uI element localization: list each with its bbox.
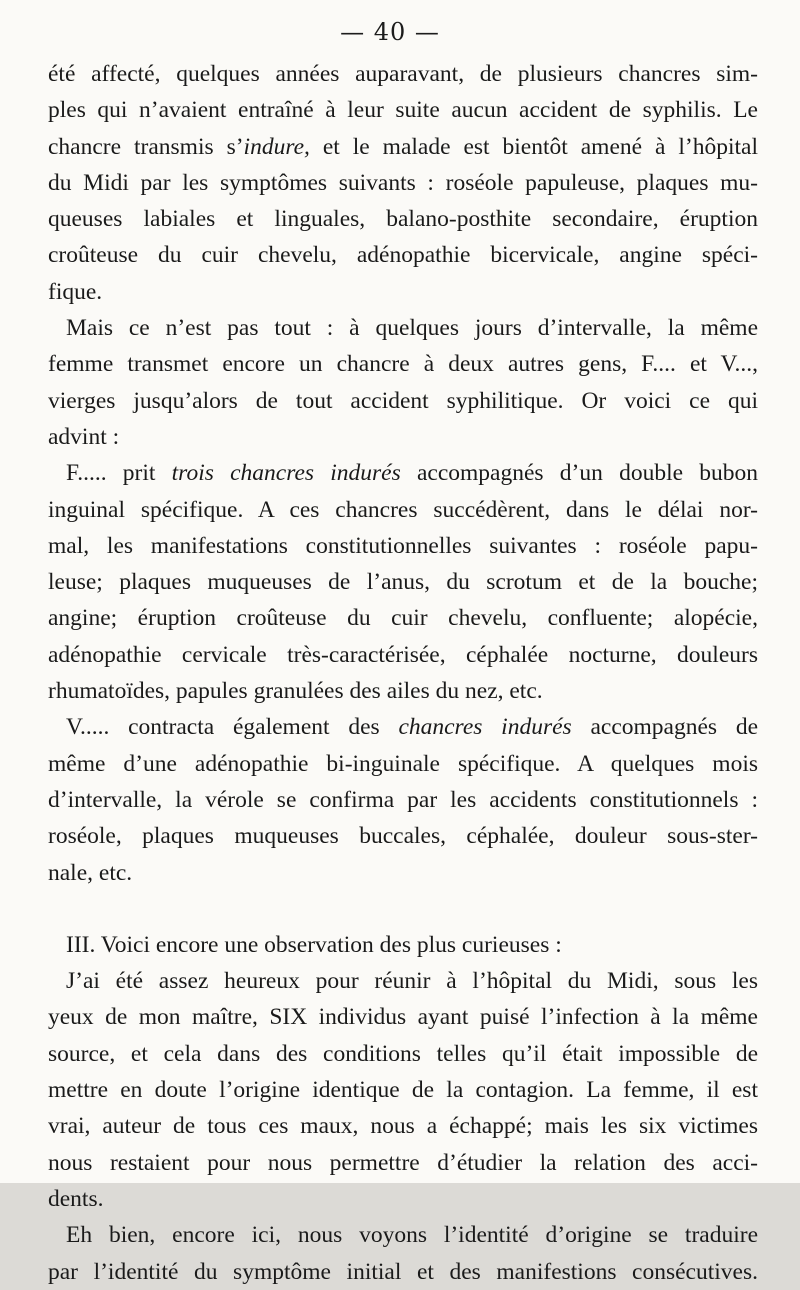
text-line: mettre en doute l’origine identique de la contagion. La femme, il est bbox=[48, 1077, 758, 1104]
paragraph-2 bbox=[48, 310, 758, 455]
text-line: angine; éruption croûteuse du cuir chevelu, confluente; alopécie, bbox=[48, 605, 758, 632]
text-line: III. Voici encore une observation des plus curieuses : bbox=[66, 931, 562, 958]
text-line: V..... contracta également des chancres indurés accompagnés de bbox=[66, 714, 759, 741]
text-line: Eh bien, encore ici, nous voyons l’identité d’origine se traduire bbox=[66, 1222, 758, 1249]
text-line: même d’une adénopathie bi-inguinale spécifique. A quelques mois bbox=[48, 750, 758, 777]
text-line: leuse; plaques muqueuses de l’anus, du scrotum et de la bouche; bbox=[48, 569, 758, 596]
text-line: d’intervalle, la vérole se confirma par les accidents constitutionnels : bbox=[48, 786, 758, 813]
paragraph-3 bbox=[48, 455, 758, 709]
text-line: rhumatoïdes, papules granulées des ailes du nez, etc. bbox=[48, 678, 543, 705]
text-line: queuses labiales et linguales, balano-posthite secondaire, éruption bbox=[48, 206, 758, 233]
text-line: vierges jusqu’alors de tout accident syphilitique. Or voici ce qui bbox=[48, 387, 758, 414]
text-line: chancre transmis s’indure, et le malade est bientôt amené à l’hôpital bbox=[48, 133, 758, 160]
page-number: — 40 — bbox=[340, 18, 440, 46]
text-line: yeux de mon maître, SIX individus ayant puisé l’infection à la même bbox=[48, 1004, 758, 1031]
text-line: dents. bbox=[48, 1185, 104, 1212]
text-line: J’ai été assez heureux pour réunir à l’hôpital du Midi, sous les bbox=[66, 968, 758, 995]
text-line: été affecté, quelques années auparavant, de plusieurs chancres sim- bbox=[48, 61, 758, 87]
text-line: advint : bbox=[48, 423, 120, 450]
text-line: adénopathie cervicale très-caractérisée, céphalée nocturne, douleurs bbox=[48, 641, 758, 668]
paragraph-6 bbox=[48, 1217, 758, 1290]
paragraph-4 bbox=[48, 709, 758, 890]
text-line: roséole, plaques muqueuses buccales, céphalée, douleur sous-ster- bbox=[48, 823, 758, 850]
section-gap bbox=[48, 891, 758, 927]
text-line: femme transmet encore un chancre à deux autres gens, F.... et V..., bbox=[48, 351, 758, 378]
text-line: ples qui n’avaient entraîné à leur suite aucun accident de syphilis. Le bbox=[48, 97, 758, 124]
text-line: croûteuse du cuir chevelu, adénopathie bicervicale, angine spéci- bbox=[48, 242, 758, 269]
paragraph-1 bbox=[48, 56, 758, 310]
text-line: mal, les manifestations constitutionnelles suivantes : roséole papu- bbox=[48, 532, 758, 559]
text-line: nous restaient pour nous permettre d’étudier la relation des acci- bbox=[48, 1149, 758, 1176]
text-line: source, et cela dans des conditions telles qu’il était impossible de bbox=[48, 1040, 758, 1067]
text-line: Mais ce n’est pas tout : à quelques jours d’intervalle, la même bbox=[66, 315, 758, 342]
text-line: vrai, auteur de tous ces maux, nous a échappé; mais les six victimes bbox=[48, 1113, 758, 1140]
section-heading bbox=[48, 927, 758, 963]
text-line: du Midi par les symptômes suivants : roséole papuleuse, plaques mu- bbox=[48, 169, 758, 196]
text-line: F..... prit trois chancres indurés accompagnés d’un double bubon bbox=[66, 460, 758, 487]
text-line: inguinal spécifique. A ces chancres succédèrent, dans le délai nor- bbox=[48, 496, 758, 523]
text-line: nale, etc. bbox=[48, 859, 133, 886]
text-line: fique. bbox=[48, 278, 103, 305]
body-text bbox=[48, 56, 758, 1290]
text-line: par l’identité du symptôme initial et des manifestions consécutives. bbox=[48, 1258, 758, 1285]
paragraph-5 bbox=[48, 963, 758, 1217]
